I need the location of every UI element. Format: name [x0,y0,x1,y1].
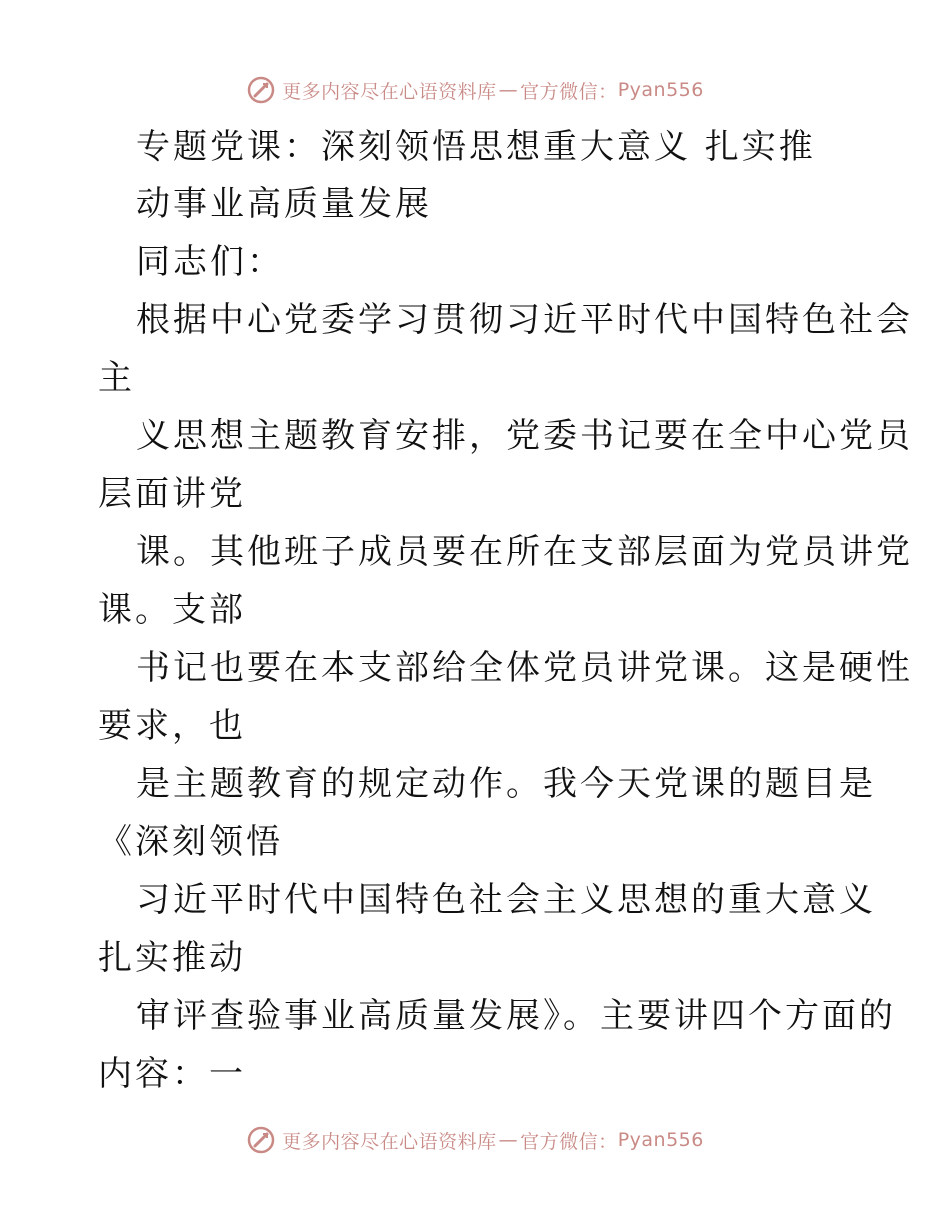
doc-paragraph-line: 层面讲党 [98,474,246,514]
watermark-footer [0,1120,950,1160]
doc-paragraph-line: 根据中心党委学习贯彻习近平时代中国特色社会 [136,300,913,340]
logo-icon [246,1125,276,1155]
watermark-text: 更多内容尽在心语资料库 [282,1130,497,1153]
doc-title-line-1: 专题党课：深刻领悟思想重大意义 扎实推 [136,127,816,167]
doc-title-line-2: 动事业高质量发展 [136,184,432,224]
doc-paragraph-line: 是主题教育的规定动作。我今天党课的题目是 [136,764,876,804]
watermark-text: 更多内容尽在心语资料库 [282,80,497,103]
doc-paragraph-line: 内容：一 [98,1054,246,1094]
doc-paragraph-line: 要求，也 [98,706,246,746]
doc-paragraph-line: 主 [98,358,135,398]
watermark-wechat-label: 官方微信： [520,80,618,103]
doc-paragraph-line: 书记也要在本支部给全体党员讲党课。这是硬性 [136,648,913,688]
doc-paragraph-line: 义思想主题教育安排，党委书记要在全中心党员 [136,416,913,456]
doc-paragraph-line: 《深刻领悟 [98,822,283,862]
watermark-header [0,70,950,110]
doc-salutation: 同志们： [136,242,284,282]
doc-paragraph-line: 习近平时代中国特色社会主义思想的重大意义 [136,880,876,920]
doc-paragraph-line: 扎实推动 [98,938,246,978]
logo-icon [246,75,276,105]
doc-paragraph-line: 审评查验事业高质量发展》。主要讲四个方面的 [136,996,896,1036]
doc-paragraph-line: 课。其他班子成员要在所在支部层面为党员讲党 [136,532,913,572]
watermark-wechat-label: 官方微信： [520,1130,618,1153]
watermark-wechat-id: Pyan556 [617,1129,704,1151]
doc-paragraph-line: 课。支部 [98,590,246,630]
watermark-dash: — [498,1129,519,1151]
watermark-wechat-id: Pyan556 [617,79,704,101]
watermark-dash: — [498,79,519,101]
